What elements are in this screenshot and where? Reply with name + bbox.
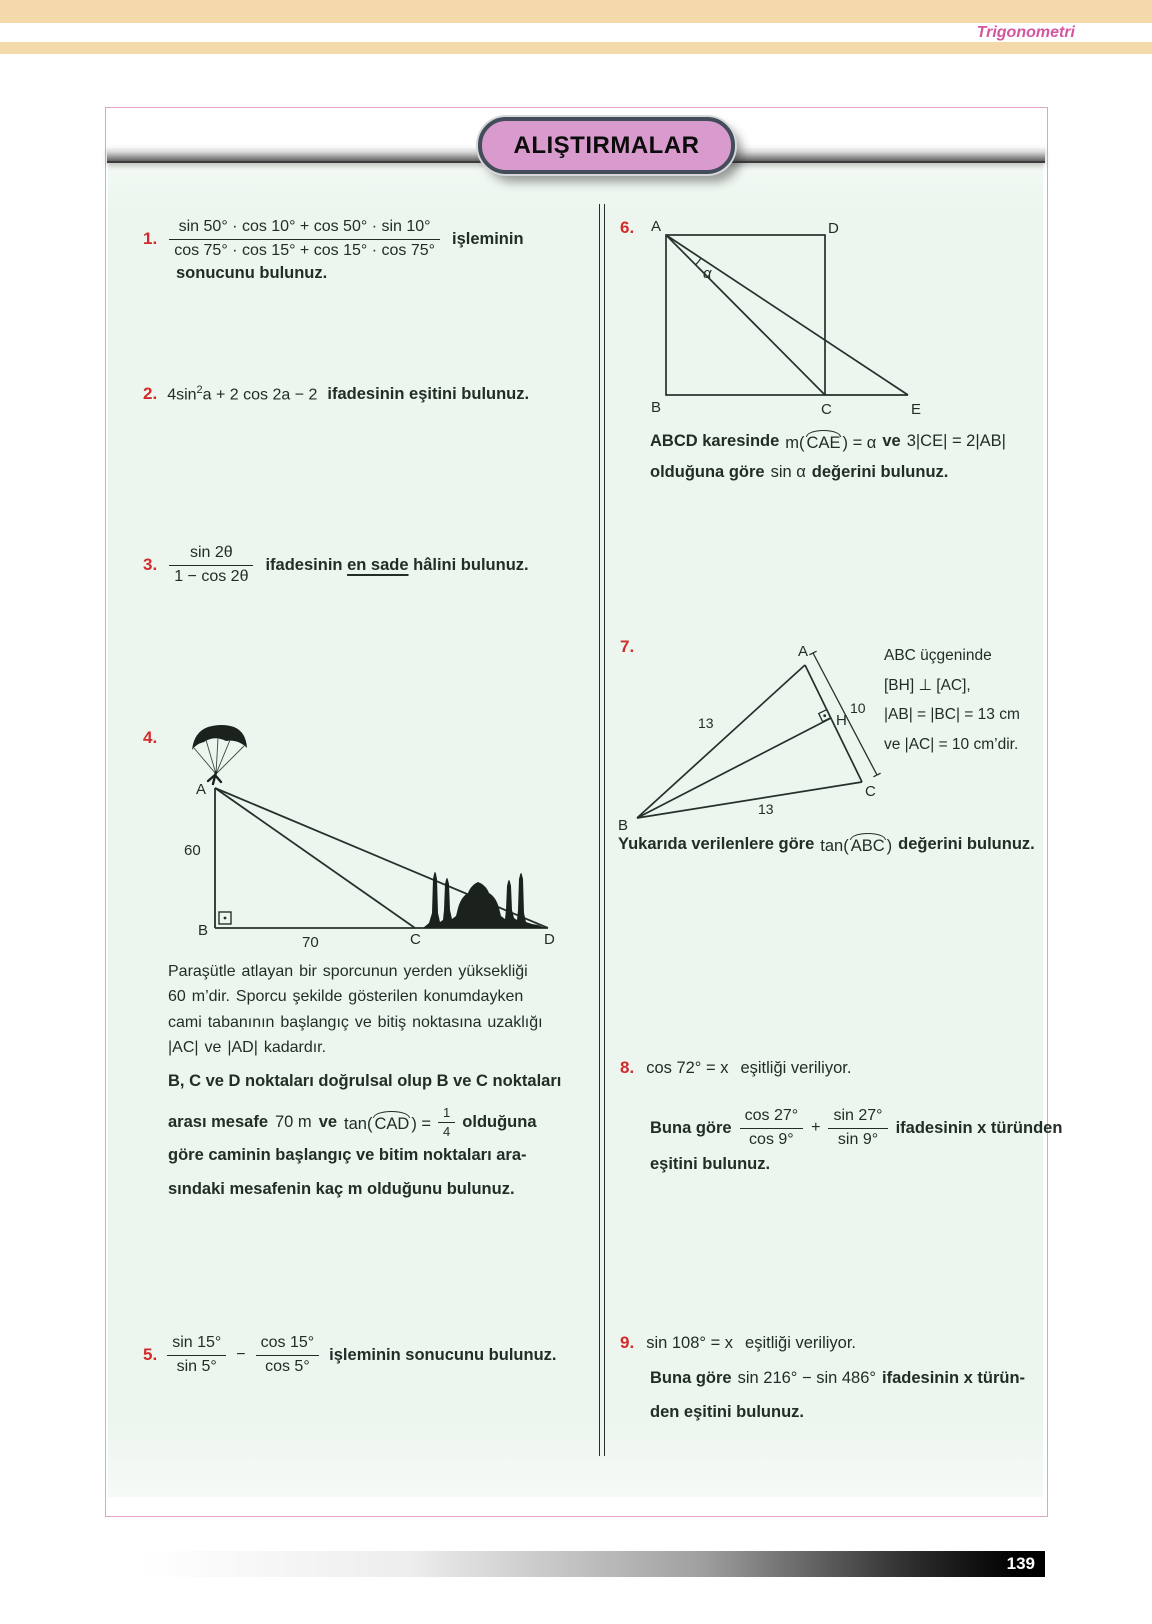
q4-para-line1: Paraşütle atlayan bir sporcunun yerden yüksekliği (168, 963, 528, 980)
question-5 (143, 1326, 557, 1384)
question-5-number: 5. (143, 1345, 158, 1364)
q6-ratio: 3|CE| = 2|AB| (906, 431, 1006, 450)
q6-text-line1 (650, 428, 1006, 454)
q7-below-pre: Yukarıda verilenlere göre (618, 834, 815, 853)
q3-tail-post: hâlini bulunuz. (413, 555, 529, 574)
question-9-number: 9. (620, 1333, 635, 1352)
header-band-bottom (0, 42, 1152, 54)
q9-l2-post: ifadesinin x türün- (882, 1369, 1026, 1387)
question-8-number: 8. (620, 1058, 635, 1077)
question-8-line1 (620, 1058, 851, 1078)
q7-label-10-ac: 10 (850, 700, 866, 716)
question-1-number: 1. (143, 229, 158, 248)
q7-side-line2: [BH] ⊥ [AC], (884, 676, 971, 694)
question-6-number: 6. (620, 218, 635, 237)
question-3 (143, 536, 529, 594)
q6-m-open: m( (785, 433, 805, 452)
q4-label-A: A (196, 781, 207, 798)
question-8-line3: eşitini bulunuz. (650, 1155, 771, 1173)
q7-tan-close: ) (886, 836, 893, 855)
q4-para-line4: |AC| ve |AD| kadardır. (168, 1039, 327, 1057)
q6-label-C: C (821, 401, 832, 417)
q6-label-B: B (651, 399, 662, 416)
q7-angle-ABC: ABC (849, 833, 887, 856)
question-1-fraction (169, 218, 440, 261)
exercises-banner (478, 117, 735, 174)
q6-l2-post: değerini bulunuz. (811, 462, 949, 481)
q7-label-A: A (798, 643, 809, 660)
question-2-number: 2. (143, 384, 158, 404)
q4-paragraph (168, 959, 543, 1061)
q6-label-D: D (828, 220, 839, 237)
header-band-top (0, 0, 1152, 23)
q6-label-alpha: α (703, 265, 712, 282)
q6-l1-pre: ABCD karesinde (650, 431, 780, 450)
q4-bold-line1: B, C ve D noktaları doğrulsal olup B ve C noktaları (168, 1072, 562, 1090)
q6-l2-pre: olduğuna göre (650, 462, 765, 481)
q7-triangle-lines (637, 651, 881, 818)
q8-buna-gore: Buna göre (650, 1118, 732, 1137)
q6-figure (635, 215, 965, 417)
q3-denominator: 1 − cos 2θ (174, 567, 249, 585)
q7-side-text (884, 641, 1020, 759)
q5-fraction-1 (167, 1334, 226, 1377)
q4-label-height: 60 (184, 842, 201, 859)
q5-f2-num: cos 15° (256, 1334, 320, 1356)
q4-b2-pre: arası mesafe (168, 1112, 268, 1131)
q3-tail-underlined: en sade (347, 555, 409, 574)
q9-equation: sin 108° = x (646, 1334, 734, 1352)
q2-expression (167, 384, 317, 404)
chapter-title: Trigonometri (976, 24, 1075, 41)
q4-label-C: C (410, 931, 421, 948)
question-9-line3: den eşitini bulunuz. (650, 1403, 804, 1421)
q8-f1-den: cos 9° (749, 1130, 794, 1148)
q4-quarter-fraction (438, 1106, 455, 1138)
q7-label-H: H (836, 712, 847, 729)
q1-numerator: sin 50° · cos 10° + cos 50° · sin 10° (169, 218, 440, 240)
q3-tail-pre: ifadesinin (265, 555, 343, 574)
q8-l2-post: ifadesinin x türünden (895, 1118, 1063, 1137)
question-3-number: 3. (143, 555, 158, 574)
q8-given: eşitliği veriliyor. (740, 1059, 852, 1077)
q7-label-13-bc: 13 (758, 801, 774, 817)
q4-label-D: D (544, 931, 555, 948)
page-number: 139 (1006, 1554, 1035, 1573)
parachutist-icon (192, 725, 247, 784)
question-4-number: 4. (143, 728, 158, 747)
q5-f1-num: sin 15° (167, 1334, 226, 1356)
q6-sin-alpha: sin α (770, 462, 806, 481)
q7-right-angle-dot (823, 714, 826, 717)
q7-label-13-ab: 13 (698, 715, 714, 731)
q4-b2-distance: 70 m (275, 1112, 312, 1131)
q6-angle-CAE: CAE (805, 430, 843, 453)
q6-text-line2 (650, 459, 948, 485)
question-9-line1 (620, 1333, 856, 1353)
q9-expression: sin 216° − sin 486° (737, 1369, 877, 1387)
q5-f2-den: cos 5° (265, 1357, 310, 1375)
question-7-number: 7. (620, 637, 635, 656)
q1-tail: işleminin (452, 229, 524, 248)
question-9-line2 (650, 1369, 1025, 1388)
q5-fraction-2 (256, 1334, 320, 1377)
q7-tan-expression (820, 833, 892, 856)
q4-bold-line4: sındaki mesafenin kaç m olduğunu bulunuz. (168, 1180, 515, 1198)
q8-fraction-2 (828, 1107, 887, 1150)
question-8-line2 (650, 1100, 1062, 1156)
q7-question-line (618, 830, 1035, 858)
q6-eq-alpha: ) = α (842, 433, 877, 452)
q7-side-line1: ABC üçgeninde (884, 647, 992, 664)
q7-label-B: B (618, 817, 629, 834)
q4-angle-CAD: CAD (372, 1111, 411, 1134)
q1-tail2: sonucunu bulunuz. (176, 264, 328, 282)
q7-below-post: değerini bulunuz. (898, 834, 1035, 853)
q8-fraction-1 (740, 1107, 804, 1150)
right-angle-dot (224, 917, 227, 920)
q2-expr-pre: 4sin (167, 386, 197, 404)
column-divider (599, 204, 605, 1456)
q4-quarter-num: 1 (438, 1106, 455, 1123)
q4-quarter-den: 4 (443, 1123, 451, 1139)
q4-tan-open: tan( (344, 1114, 373, 1133)
q4-b2-post: olduğuna (462, 1112, 537, 1131)
q8-f2-den: sin 9° (837, 1130, 879, 1148)
q8-plus: + (811, 1119, 821, 1136)
q7-side-line4: ve |AC| = 10 cm’dir. (884, 735, 1019, 753)
q1-denominator: cos 75° · cos 15° + cos 15° · cos 75° (174, 241, 436, 259)
q4-b2-ve: ve (318, 1112, 338, 1131)
q6-label-E: E (911, 401, 922, 417)
exercises-banner-label: ALIŞTIRMALAR (513, 131, 700, 159)
q2-tail: ifadesinin eşitini bulunuz. (327, 385, 530, 404)
q5-f1-den: sin 5° (176, 1357, 217, 1375)
q5-minus: − (236, 1346, 246, 1363)
q6-label-A: A (651, 218, 662, 235)
q7-figure (610, 638, 910, 843)
q2-exponent: 2 (196, 384, 203, 396)
q3-numerator: sin 2θ (169, 544, 253, 566)
q6-angle-expression (785, 430, 876, 453)
q4-para-line2: 60 m’dir. Sporcu şekilde gösterilen konumdayken (168, 988, 524, 1006)
q7-tan-open: tan( (820, 836, 849, 855)
q9-given: eşitliği veriliyor. (745, 1334, 856, 1352)
q6-square-lines (666, 235, 908, 395)
q8-f1-num: cos 27° (740, 1107, 804, 1129)
q7-side-line3: |AB| = |BC| = 13 cm (884, 706, 1020, 723)
q6-l1-ve: ve (882, 431, 901, 450)
q4-label-base: 70 (302, 934, 319, 950)
q4-bold-line2 (168, 1096, 537, 1148)
q2-expr-post: a + 2 cos 2a − 2 (202, 386, 318, 404)
question-2 (143, 384, 529, 404)
q4-figure (150, 698, 590, 950)
question-1 (143, 210, 524, 268)
q4-label-B: B (198, 922, 209, 939)
q8-equation: cos 72° = x (646, 1059, 729, 1077)
q9-buna-gore: Buna göre (650, 1369, 732, 1387)
q7-label-C: C (865, 783, 876, 800)
q8-f2-num: sin 27° (828, 1107, 887, 1129)
question-3-fraction (169, 544, 253, 587)
q4-para-line3: cami tabanının başlangıç ve bitiş noktasına uzaklığı (168, 1013, 543, 1031)
q3-tail (265, 556, 528, 575)
q4-tan-expression (344, 1111, 431, 1134)
q4-bold-line3: göre caminin başlangıç ve bitim noktaları ara- (168, 1146, 527, 1164)
q4-tan-eq: ) = (411, 1114, 432, 1133)
q5-tail: işleminin sonucunu bulunuz. (329, 1345, 557, 1364)
page-number-bar (140, 1551, 1045, 1577)
